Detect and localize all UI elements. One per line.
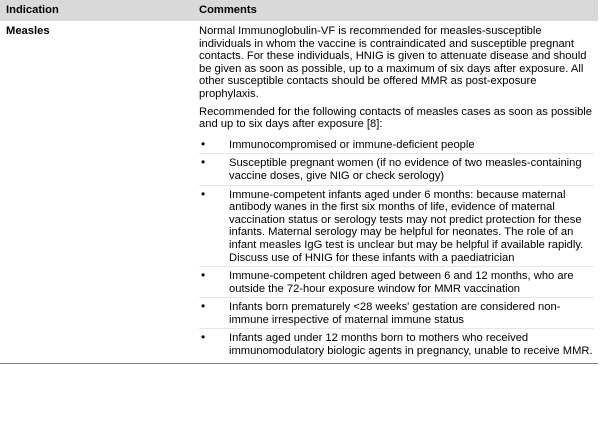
list-item-text: Infants aged under 12 months born to mothers who received immunomodulatory biologic agents in pregnancy, unable to receive MMR. — [229, 332, 593, 358]
list-item — [199, 185, 594, 267]
list-item — [199, 153, 594, 184]
list-item-text: Immune-competent children aged between 6 and 12 months, who are outside the 72-hour exposure window for MMR vaccination — [229, 270, 574, 295]
list-item-text: Susceptible pregnant women (if no evidence of two measles-containing vaccine doses, give NIG or check serology) — [229, 157, 582, 182]
bullet-icon: • — [201, 136, 206, 151]
comment-paragraph: Recommended for the following contacts of measles cases as soon as possible and up to six days after exposure [8]: — [199, 105, 593, 131]
table-row — [0, 22, 598, 364]
header-comments: Comments — [193, 0, 598, 22]
contacts-list — [199, 136, 594, 360]
list-item — [199, 266, 594, 297]
list-item-text: Infants born prematurely <28 weeks' gestation are considered non-immune irrespective of maternal immune status — [229, 301, 561, 326]
header-row — [0, 0, 598, 22]
list-item — [199, 297, 594, 328]
bullet-icon: • — [201, 330, 206, 345]
list-item-text: Immune-competent infants aged under 6 months: because maternal antibody wanes in the first six months of life, evidence of maternal vaccination status or serology tests may not predict protection for these infants. Maternal serology may be helpful for neonates. The role of an infant measles IgG test is unclear but may be helpful if available rapidly. Discuss use of HNIG for these infants with a paediatrician — [229, 188, 584, 264]
list-item-text: Immunocompromised or immune-deficient people — [229, 138, 475, 151]
bullet-icon: • — [201, 186, 206, 201]
header-indication: Indication — [0, 0, 193, 22]
table-header — [0, 0, 598, 22]
indication-cell: Measles — [6, 25, 50, 37]
list-item — [199, 328, 594, 359]
bullet-icon: • — [201, 268, 206, 283]
bullet-icon: • — [201, 155, 206, 170]
bullet-icon: • — [201, 299, 206, 314]
comments-cell — [193, 22, 598, 364]
comment-paragraph: Normal Immunoglobulin-VF is recommended for measles-susceptible individuals in whom the vaccine is contraindicated and susceptible pregnant contacts. For these individuals, HNIG is given to attenuate disease and should be given as soon as possible, up to a maximum of six days after exposure. All other susceptible contacts should be offered MMR as post-exposure prophylaxis. — [199, 25, 587, 100]
list-item — [199, 136, 594, 154]
